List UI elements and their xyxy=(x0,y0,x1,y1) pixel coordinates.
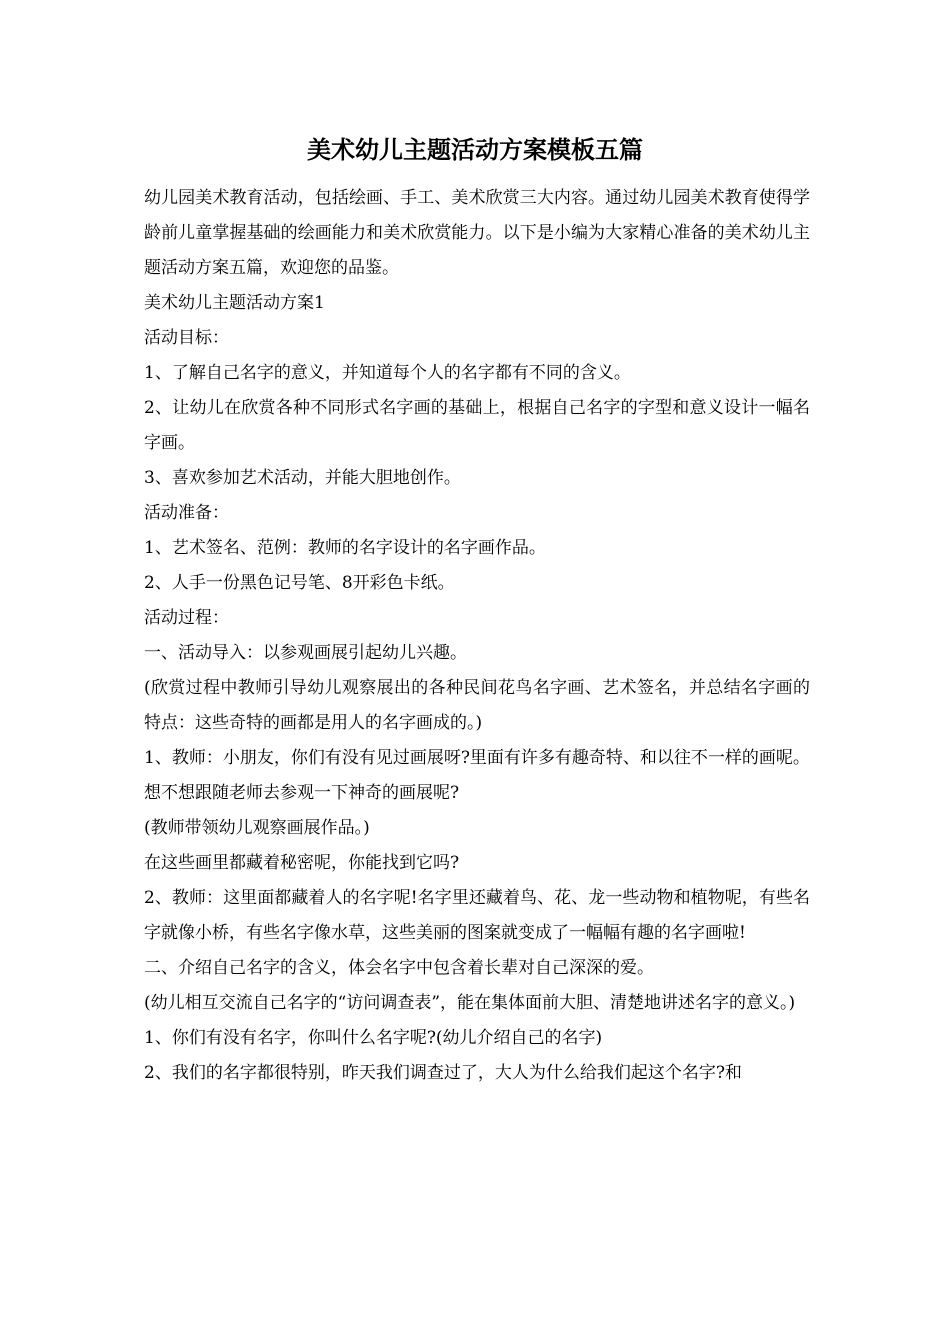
goal-item: 1、了解自己名字的意义，并知道每个人的名字都有不同的含义。 xyxy=(144,363,631,383)
preparation-item: 1、艺术签名、范例：教师的名字设计的名字画作品。 xyxy=(144,538,546,558)
process-note: (幼儿相互交流自己名字的“访问调查表”，能在集体面前大胆、清楚地讲述名字的意义。) xyxy=(144,993,796,1013)
process-dialogue: 2、教师：这里面都藏着人的名字呢!名字里还藏着鸟、花、龙一些动物和植物呢，有些名字就像小桥，有些名字像水草，这些美丽的图案就变成了一幅幅有趣的名字画啦! xyxy=(144,888,810,943)
process-dialogue: 2、我们的名字都很特别，昨天我们调查过了，大人为什么给我们起这个名字?和 xyxy=(144,1063,742,1083)
goal-item: 2、让幼儿在欣赏各种不同形式名字画的基础上，根据自己名字的字型和意义设计一幅名字画。 xyxy=(144,398,810,453)
process-dialogue: 1、你们有没有名字，你叫什么名字呢?(幼儿介绍自己的名字) xyxy=(144,1028,603,1048)
document-body xyxy=(144,181,810,1091)
process-step: 二、介绍自己名字的含义，体会名字中包含着长辈对自己深深的爱。 xyxy=(144,958,654,978)
intro-paragraph: 幼儿园美术教育活动，包括绘画、手工、美术欣赏三大内容。通过幼儿园美术教育使得学龄前儿童掌握基础的绘画能力和美术欣赏能力。以下是小编为大家精心准备的美术幼儿主题活动方案五篇，欢迎您的品鉴。 xyxy=(144,188,810,278)
section-heading: 美术幼儿主题活动方案1 xyxy=(144,293,325,313)
goal-item: 3、喜欢参加艺术活动，并能大胆地创作。 xyxy=(144,468,461,488)
process-note: (欣赏过程中教师引导幼儿观察展出的各种民间花鸟名字画、艺术签名，并总结名字画的特点：这些奇特的画都是用人的名字画成的。) xyxy=(144,678,810,733)
process-step: 一、活动导入：以参观画展引起幼儿兴趣。 xyxy=(144,643,467,663)
preparation-item: 2、人手一份黑色记号笔、8开彩色卡纸。 xyxy=(144,573,455,593)
process-dialogue: 在这些画里都藏着秘密呢，你能找到它吗? xyxy=(144,853,460,873)
process-note: (教师带领幼儿观察画展作品。) xyxy=(144,818,370,838)
subheading-goals: 活动目标： xyxy=(144,328,229,348)
subheading-process: 活动过程： xyxy=(144,608,229,628)
process-dialogue: 想不想跟随老师去参观一下神奇的画展呢? xyxy=(144,783,460,803)
document-title: 美术幼儿主题活动方案模板五篇 xyxy=(307,135,643,164)
subheading-preparation: 活动准备： xyxy=(144,503,229,523)
process-dialogue: 1、教师：小朋友，你们有没有见过画展呀?里面有许多有趣奇特、和以往不一样的画呢。 xyxy=(144,748,810,768)
